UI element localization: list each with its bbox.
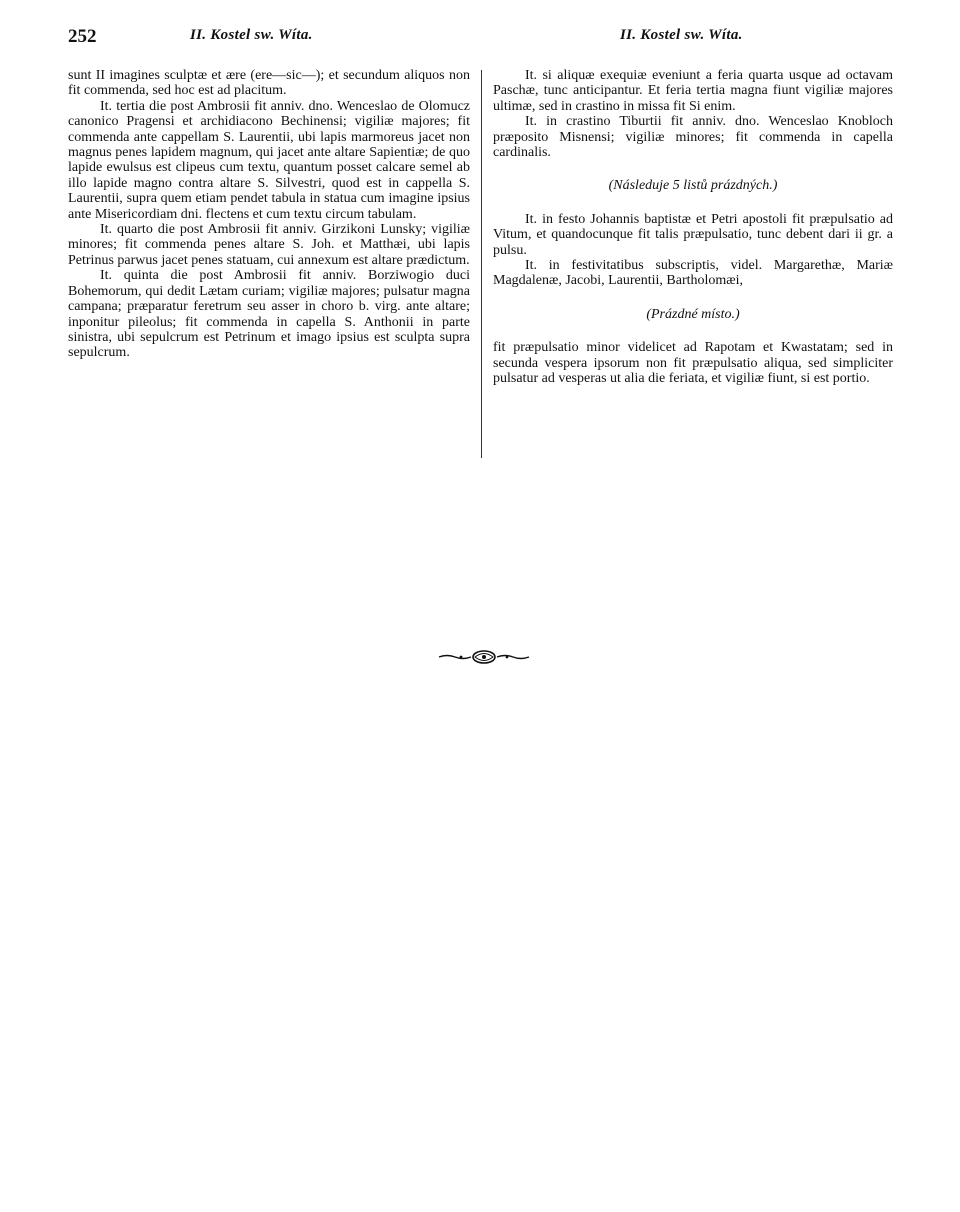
page-number: 252 — [68, 26, 97, 47]
paragraph: It. quinta die post Ambrosii fit anniv. Borziwogio duci Bohemorum, qui dedit Lætam curiam; vigiliæ majores; pulsatur magna campana; præparatur feretrum seu asser in choro b. virg. ante altare; inponitur pileolus; fit commenda in capella S. Anthonii in parte sinistra, ubi sepulcrum est Petrinum et imago ipsius est sculpta supra sepulcrum. — [68, 268, 470, 361]
paragraph: It. in festivitatibus subscriptis, videl. Margarethæ, Mariæ Magdalenæ, Jacobi, Laurentii, Bartholomæi, — [493, 258, 893, 289]
paragraph: It. in festo Johannis baptistæ et Petri apostoli fit præpulsatio ad Vitum, et quandocunque fit talis præpulsatio, tunc debent dari ii gr. a pulsu. — [493, 211, 893, 258]
editorial-note: (Prázdné místo.) — [646, 306, 740, 322]
paragraph: It. quarto die post Ambrosii fit anniv. Girzikoni Lunsky; vigiliæ minores; fit commenda penes altare S. Joh. et Matthæi, ubi lapis Petrinus parwus jacet penes statuam, cui annexum est altare prædictum. — [68, 222, 470, 268]
paragraph: sunt II imagines sculptæ et ære (ere—sic—); et secundum aliquos non fit commenda, sed hoc est ad placitum. — [68, 68, 470, 99]
right-column — [493, 68, 893, 387]
editorial-note: (Následuje 5 listů prázdných.) — [608, 178, 778, 194]
ornament-divider-icon — [437, 648, 531, 666]
column-divider — [481, 70, 482, 458]
paragraph: It. si aliquæ exequiæ eveniunt a feria quarta usque ad octavam Paschæ, tunc anticipantur. Et feria tertia magna fiunt vigiliæ majores ultimæ, sed in crastino in missa fit Si enim. — [493, 68, 893, 114]
paragraph: It. in crastino Tiburtii fit anniv. dno. Wenceslao Knobloch præposito Misnensi; vigiliæ minores; fit commenda in capella cardinalis. — [493, 114, 893, 161]
paragraph: It. tertia die post Ambrosii fit anniv. dno. Wenceslao de Olomucz canonico Pragensi et archidiacono Bechinensi; vigiliæ majores; fit commenda ante cappellam S. Laurentii, ubi lapis marmoreus jacet non magnus penes lapidem magnum, qui jacet ante altare Sapientiæ; de quo lapide ewulsus est clipeus cum textu, quantum posset calcare semel ab illo lapide magno contra altare S. Silvestri, quod est in cappella S. Laurentii, supra quem etiam pendet tabula in statua cum imagine ipsius ante Misericordiam dni. flectens et cum textu circum tabulam. — [68, 98, 470, 222]
left-column — [68, 68, 470, 361]
running-head-right: II. Kostel sw. Wíta. — [620, 27, 743, 43]
running-head-left: II. Kostel sw. Wíta. — [190, 27, 313, 43]
paragraph: fit præpulsatio minor videlicet ad Rapotam et Kwastatam; sed in secunda vespera ipsorum non fit præpulsatio aliqua, sed simpliciter pulsatur ad vesperas ut alia die feriata, et vigiliæ fiunt, si est portio. — [493, 340, 893, 387]
